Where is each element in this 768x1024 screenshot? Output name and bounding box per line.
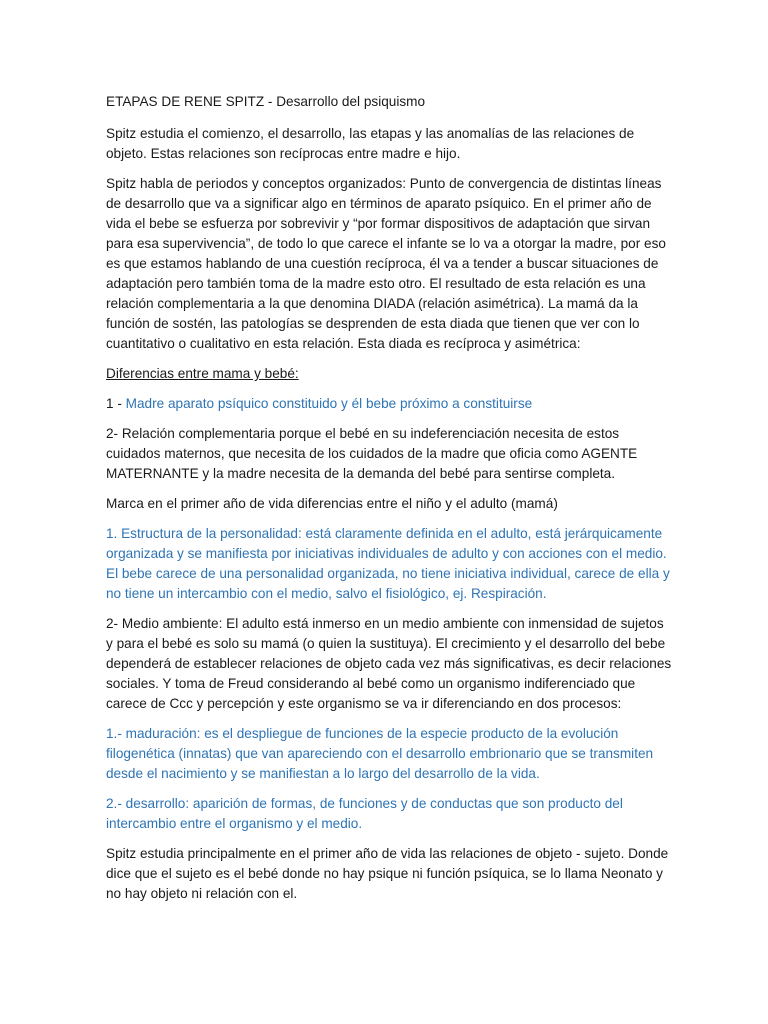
paragraph-marca: Marca en el primer año de vida diferencias entre el niño y el adulto (mamá) [106,496,558,511]
paragraph-maduracion: 1.- maduración: es el despliegue de funciones de la especie producto de la evolución filogenética (innatas) que van apareciendo con el desarrollo embrionario que se transmiten desde el nacimiento y se manifiestan a lo largo del desarrollo de la vida. [106,726,654,781]
list-item-2: 2- Relación complementaria porque el bebé en su indeferenciación necesita de estos cuidados maternos, que necesita de los cuidados de la madre que oficia como AGENTE MATERNANTE y la madre necesita de la demanda del bebé para sentirse completa. [106,426,638,481]
section-heading-differences: Diferencias entre mama y bebé: [106,366,299,381]
paragraph-desarrollo: 2.- desarrollo: aparición de formas, de funciones y de conductas que son producto del intercambio entre el organismo y el medio. [106,796,623,831]
paragraph-estructura: 1. Estructura de la personalidad: está claramente definida en el adulto, está jerárquicamente organizada y se manifiesta por iniciativas individuales de adulto y con acciones con el medio. El bebe carece de una personalidad organizada, no tiene iniciativa individual, carece de ella y no tiene un intercambio con el medio, salvo el fisiológico, ej. Respiración. [106,526,670,601]
paragraph-medio-ambiente: 2- Medio ambiente: El adulto está inmerso en un medio ambiente con inmensidad de sujetos y para el bebé es solo su mamá (o quien la sustituya). El crecimiento y el desarrollo del bebe dependerá de establecer relaciones de objeto cada vez más significativas, es decir relaciones sociales. Y toma de Freud considerando al bebé como un organismo indiferenciado que carece de Ccc y percepción y este organismo se va ir diferenciando en dos procesos: [106,616,672,711]
list-item-1 [106,394,672,414]
list-item-1-text: Madre aparato psíquico constituido y él bebe próximo a constituirse [125,396,533,411]
paragraph-intro: Spitz estudia el comienzo, el desarrollo, las etapas y las anomalías de las relaciones de objeto. Estas relaciones son recíprocas entre madre e hijo. [106,126,635,161]
document-title: ETAPAS DE RENE SPITZ - Desarrollo del psiquismo [106,94,426,109]
paragraph-periods: Spitz habla de periodos y conceptos organizados: Punto de convergencia de distintas líneas de desarrollo que va a significar algo en términos de aparato psíquico. En el primer año de vida el bebe se esfuerza por sobrevivir y “por formar dispositivos de adaptación que sirvan para esa supervivencia”, de todo lo que carece el infante se lo va a otorgar la madre, por eso es que estamos hablando de una cuestión recíproca, él va a tender a buscar situaciones de adaptación pero también toma de la madre esto otro. El resultado de esta relación es una relación complementaria a la que denomina DIADA (relación asimétrica). La mamá da la función de sostén, las patologías se desprenden de esta diada que tienen que ver con lo cuantitativo o cualitativo en esta relación. Esta diada es recíproca y asimétrica: [106,176,666,351]
list-item-1-number: 1 - [106,396,122,411]
paragraph-final: Spitz estudia principalmente en el primer año de vida las relaciones de objeto - sujeto. Donde dice que el sujeto es el bebé donde no hay psique ni función psíquica, se lo llama Neonato y no hay objeto ni relación con el. [106,846,669,901]
